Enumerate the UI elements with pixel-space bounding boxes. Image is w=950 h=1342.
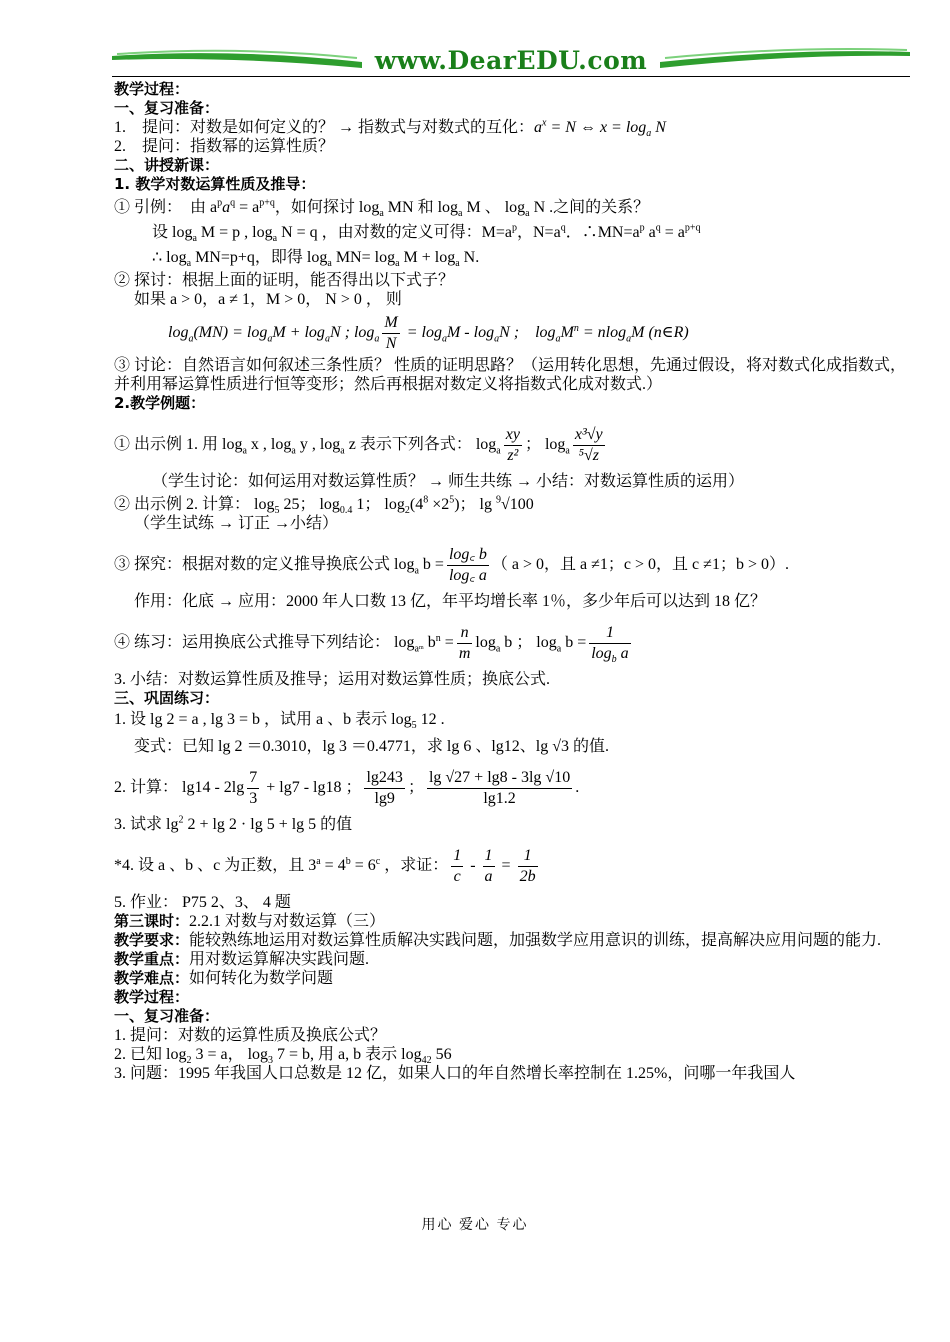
line-explore: ② 探讨：根据上面的证明，能否得出以下式子？ [114, 272, 455, 289]
line-difficult-points: 教学难点：如何转化为数学问题 [114, 969, 334, 987]
line-application: 作用：化底 → 应用：2000 年人口数 13 亿，年平均增长率 1％，多少年后可以达到 18 亿？ [134, 593, 767, 610]
heading-teaching-process-2: 教学过程： [114, 988, 190, 1006]
page-header [112, 40, 910, 80]
heading-log-properties: 1. 教学对数运算性质及推导： [114, 175, 316, 193]
line-practice-1: 1. 设 lg 2 = a , lg 3 = b ，试用 a 、b 表示 $\log_5 12$ . [114, 711, 445, 732]
fraction-7-over-3: $\frac{7}{3}$ [249, 769, 258, 807]
site-logo: www.DearEDU.com [374, 46, 648, 75]
heading-examples: 2.教学例题： [114, 394, 206, 412]
paragraph-discussion: ③ 讨论：自然语言如何叙述三条性质？ 性质的证明思路？（运用转化思想，先通过假设，将对数式化成指数式，并利用幂运算性质进行恒等变形；然后再根据对数定义将指数式化成对数式.） [114, 357, 907, 393]
fraction-1-over-a: $\frac{1}{a}$ [484, 847, 493, 885]
fraction-x3y-over-z: $\frac{\text{x³√y}}{\text{⁵√z}}$ [574, 426, 603, 464]
fraction-one-over-logb-a: $\frac{1}{\log_b a}$ [591, 624, 629, 666]
line-change-of-base: ③ 探究：根据对数的定义推导换底公式 $\log_a b$ = $\frac{\log꜀ b}{\log꜀ a}$ （ a > 0，且 a ≠1；c > 0，且 c ≠1；b > 0）. [114, 546, 789, 584]
line-question-2: 2. 提问：指数幂的运算性质？ [114, 138, 335, 155]
line-student-practice: （学生试练 → 订正 →小结） [134, 515, 339, 532]
heading-teaching-process: 教学过程： [114, 80, 190, 98]
line-question-1: 1. 提问：对数是如何定义的？ → 指数式与对数式的互化：$a^x = N$ ⇔ $x = \log_a N$ [114, 117, 666, 140]
line-variant: 变式：已知 lg 2 ＝0.3010，lg 3 ＝0.4771，求 lg 6 、lg12、lg √3 的值. [134, 738, 610, 755]
line-key-points: 教学重点：用对数运算解决实践问题. [114, 950, 370, 968]
heading-review-2: 一、复习准备： [114, 1007, 220, 1025]
fraction-1-over-c: $\frac{1}{c}$ [453, 847, 462, 885]
line-homework: 5. 作业： P75 2、3、 4 题 [114, 894, 291, 911]
fraction-lg243-over-lg9: $\frac{\lg 243}{\lg 9}$ [366, 769, 403, 807]
line-example-2: ② 出示例 2. 计算： $\log_5 25$； $\log_{0.4} 1$； $\log_2(4^8 \times 2^5)$； lg $^9$√100 [114, 494, 534, 517]
heading-review: 一、复习准备： [114, 99, 220, 117]
line-summary: 3. 小结：对数运算性质及推导；运用对数运算性质；换底公式. [114, 671, 551, 688]
page-footer: 用心 爱心 专心 [421, 1218, 529, 1233]
heading-new-lesson: 二、讲授新课： [114, 156, 220, 174]
line-practice-4: *4. 设 a 、b 、c 为正数，且 $3^a = 4^b = 6^c$ ，求证： $\frac{1}{c}$ - $\frac{1}{a}$ = $\frac{1}{2b}$ [114, 847, 536, 885]
line-exercise-4: ④ 练习：运用换底公式推导下列结论： $\log_{aᵐ} b^n$ = $\frac{n}{m}$ $\log_a b$ ； $\log_a b$ = $\frac{1}{\log_b a}$ [114, 624, 629, 666]
fraction-xy-over-z2: $\frac{xy}{\text{z²}}$ [505, 426, 520, 464]
line-example-1: ① 出示例 1. 用 $\log_a x$ , $\log_a y$ , $\log_a z$ 表示下列各式： $\log_a$ $\frac{xy}{\text{z²}}$ ； $\log_a$ $\frac{\text{x³√y}}{\text{⁵√z}}$ [114, 426, 603, 464]
fraction-m-over-n: $\frac{M}{N}$ [384, 314, 398, 352]
line-teaching-requirements: 教学要求：能较熟练地运用对数运算性质解决实践问题，加强数学应用意识的训练，提高解决应用问题的能力. [114, 931, 882, 949]
fraction-lg-expression: $\frac{\lg √27 + \lg 8 - 3\lg √10}{\lg 1.2}$ [428, 769, 571, 807]
line-review-q3: 3. 问题：1995 年我国人口总数是 12 亿，如果人口的年自然增长率控制在 1.25%，问哪一年我国人 [114, 1065, 796, 1082]
line-conditions: 如果 a > 0，a ≠ 1，M > 0， N > 0 ， 则 [134, 291, 402, 308]
line-review-q2: 2. 已知 $\log_2 3 = a$， $\log_3 7 = b$, 用 a, b 表示 $\log_{42} 56$ [114, 1046, 452, 1067]
fraction-1-over-2b: $\frac{1}{2b}$ [519, 847, 536, 885]
fraction-change-of-base: $\frac{\log꜀ b}{\log꜀ a}$ [448, 546, 487, 584]
heading-practice: 三、巩固练习： [114, 689, 220, 707]
line-student-discussion: （学生讨论：如何运用对数运算性质？ → 师生共练 → 小结：对数运算性质的运用） [152, 473, 745, 490]
line-example-intro: ① 引例： 由 $a^pa^q = a^{p+q}$，如何探讨 $\log_a$ MN 和 $\log_a M$ 、 $\log_a N$ .之间的关系？ [114, 197, 650, 220]
line-practice-2: 2. 计算： lg14 - 2lg $\frac{7}{3}$ + lg7 - lg18 ； $\frac{\lg 243}{\lg 9}$ ； $\frac{\lg √27 + \lg 8 - 3\lg √10}{\lg 1.2}$ . [114, 769, 580, 807]
line-practice-3: 3. 试求 $\lg^2 2 + \lg 2 \cdot \lg 5 + \lg 5$ 的值 [114, 814, 353, 833]
fraction-n-over-m: $\frac{n}{m}$ [458, 624, 471, 662]
formula-log-properties: $\log_a(MN) = \log_aM + \log_aN$ ; $\log_a$ $\frac{M}{N}$ = $\log_aM - \log_aN$ ; $\log_aM^n = nlog_aM$ (n∈R) [168, 314, 689, 352]
line-let-p-q: 设 $\log_a M = p$ , $\log_a N = q$ ，由对数的定义可得：$M=a^p$，$N=a^q$．$\therefore MN=a^p$ $a^q = a^{p+q}$ [152, 222, 701, 245]
line-therefore: ∴ $\log_a MN=p+q$，即得 $\log_a MN= \log_a M + \log_a N$. [152, 249, 480, 270]
header-rule [112, 76, 910, 77]
line-review-q1: 1. 提问：对数的运算性质及换底公式？ [114, 1027, 387, 1044]
document-body [114, 80, 910, 1083]
line-third-lesson: 第三课时：2.2.1 对数与对数运算（三） [114, 912, 386, 930]
